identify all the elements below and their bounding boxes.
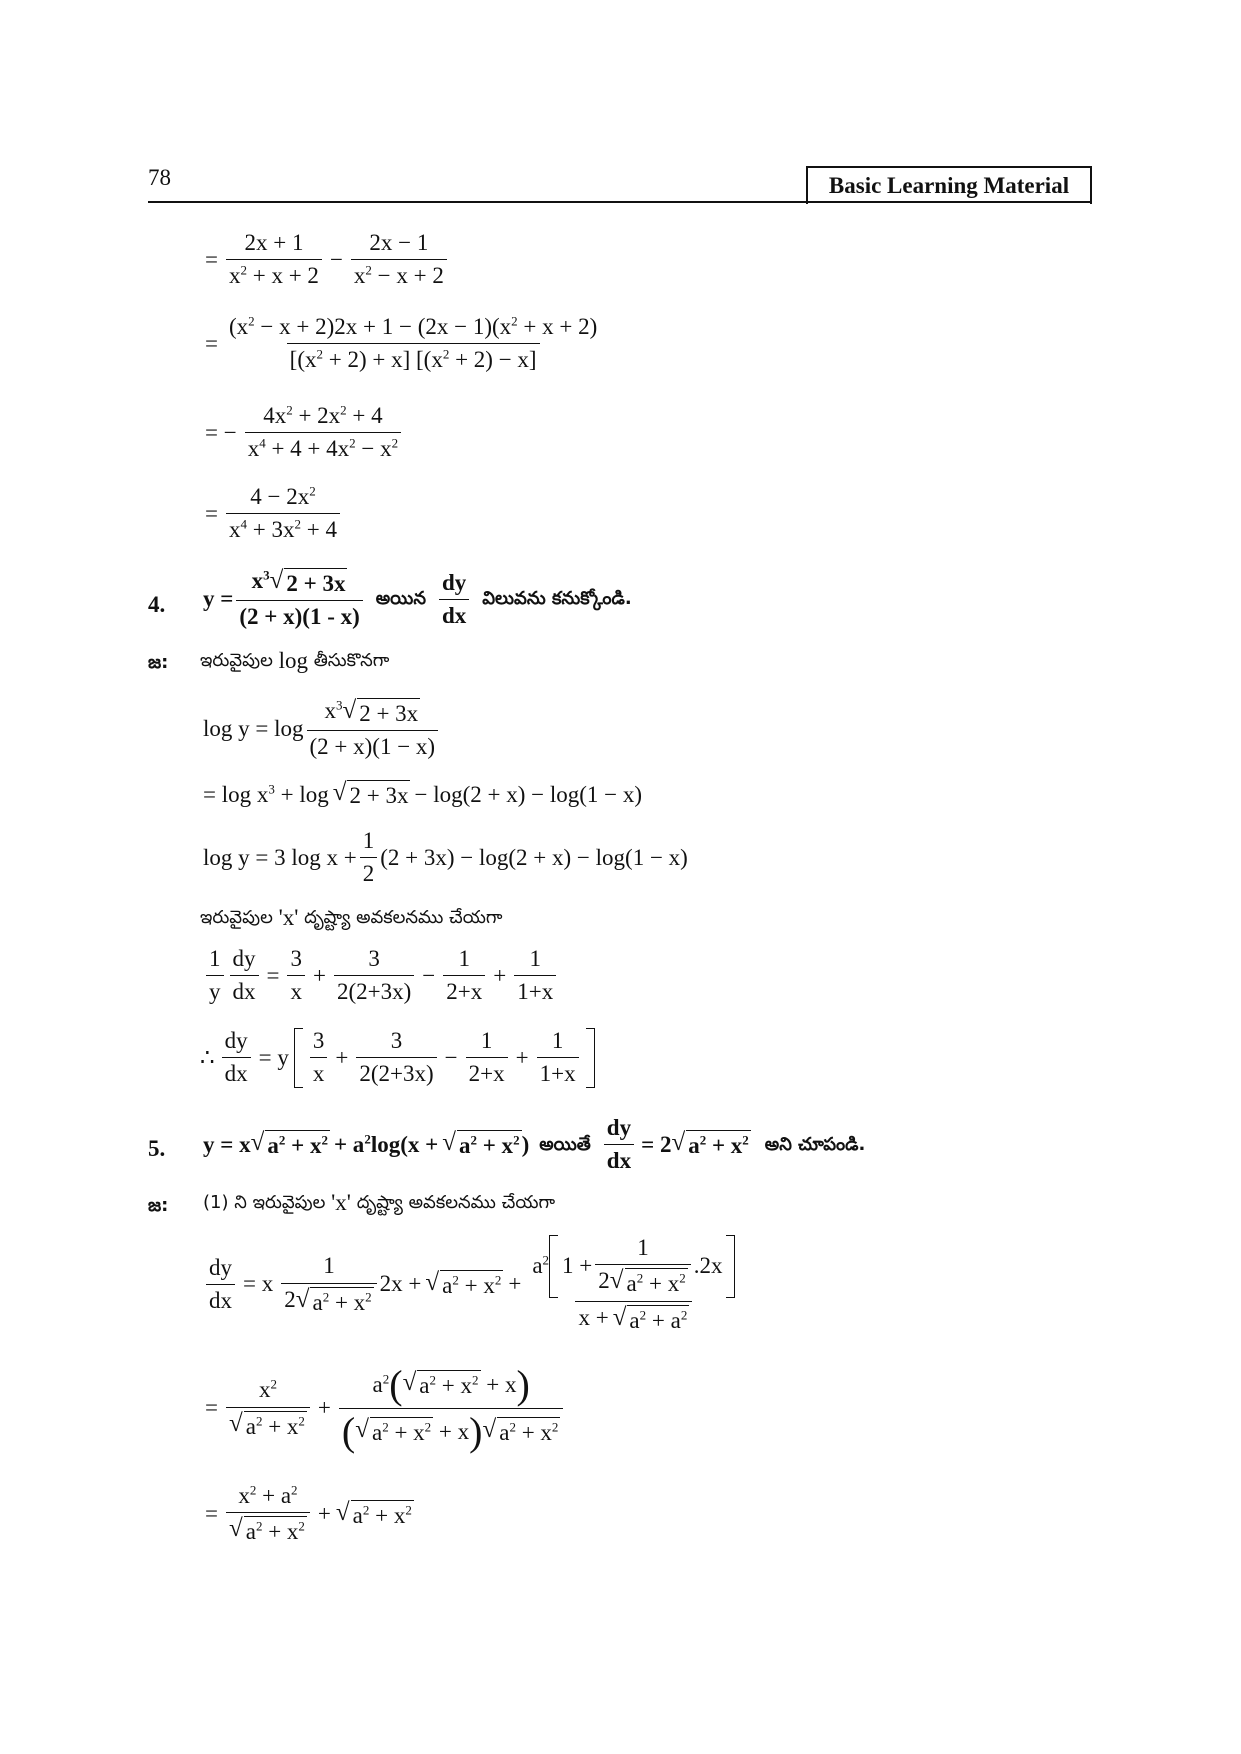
equation-line: ∴ $\frac{dy}{dx}$ = y $\frac{3}{x}$ + $\frac{3}{2(2+3x)}$ − $\frac{1}{2+x}$ + $\frac{1}{1+x}$ — [200, 1028, 595, 1088]
header-title: Basic Learning Material — [806, 166, 1092, 204]
answer-intro: (1) ని ఇరువైపుల 'x' దృష్ట్యా అవకలనము చేయగా — [203, 1190, 556, 1215]
question-number: 5. — [148, 1136, 166, 1161]
equation-line: = $\log x^3 + \log$ √ 2 + 3x − log(2 + x) − log(1 − x) — [203, 779, 643, 808]
answer-intro: ఇరువైపుల log తీసుకొనగా — [200, 648, 390, 673]
page-number: 78 — [148, 165, 171, 190]
equation-line: = $x^2$ √ $a^2 + x^2$ + $a^2$ ( √ $a^2 + x^2$ + x ) ( √ $a^2 + x^2$ + x ) √ $a^2 + x^2$ — [200, 1365, 566, 1452]
equation-line: = $\frac{4 - 2x^2}{x^4 + 3x^2 + 4}$ — [200, 484, 343, 544]
answer-label: జ: — [148, 1195, 169, 1216]
equation-line: = − $\frac{4x^2 + 2x^2 + 4}{x^4 + 4 + 4x^2 - x^2}$ — [200, 403, 404, 463]
equation-line: = $\frac{(x^2 - x + 2)2x + 1 - (2x - 1)(x^2 + x + 2)}{[(x^2 + 2) + x] [(x^2 + 2) - x]}$ — [205, 313, 598, 373]
header-rule — [148, 201, 1092, 203]
equation-line: $\frac{dy}{dx}$ = x 1 2 √ $a^2 + x^2$ 2x + √ $a^2 + x^2$ + $a^2$ 1 + 1 2 √ $a^2 + x^2$ .2x x + √ $a^2 + a^2$ — [203, 1235, 741, 1334]
answer-label: జ: — [148, 652, 169, 673]
question-statement: y = x √ $a^2 + x^2$ + $a^2\log(x$ + √ $a^2 + x^2$ ) అయితే $\frac{dy}{dx}$ = 2 √ $a^2 + x^2$ అని చూపండి. — [203, 1115, 866, 1174]
question-statement: y = $x^3$ √ 2 + 3x (2 + x)(1 - x) అయిన $\frac{dy}{dx}$ విలువను కనుక్కోండి. — [203, 567, 632, 630]
answer-text: ఇరువైపుల 'x' దృష్ట్యా అవకలనము చేయగా — [200, 905, 503, 930]
equation-line: log y = 3 log x + $\frac{1}{2}$ (2 + 3x) − log(2 + x) − log(1 − x) — [203, 828, 688, 887]
equation-line: $\frac{1}{y}$ $\frac{dy}{dx}$ = $\frac{3}{x}$ + $\frac{3}{2(2+3x)}$ − $\frac{1}{2+x}$ + $\frac{1}{1+x}$ — [203, 946, 559, 1006]
equation-line: log y = log $x^3$ √ 2 + 3x (2 + x)(1 − x) — [203, 698, 441, 761]
equation-line: = $x^2 + a^2$ √ $a^2 + x^2$ + √ $a^2 + x^2$ — [205, 1482, 412, 1545]
equation-line: = $\frac{2x + 1}{x^2 + x + 2}$ − $\frac{2x - 1}{x^2 - x + 2}$ — [200, 230, 450, 290]
question-number: 4. — [148, 592, 166, 617]
